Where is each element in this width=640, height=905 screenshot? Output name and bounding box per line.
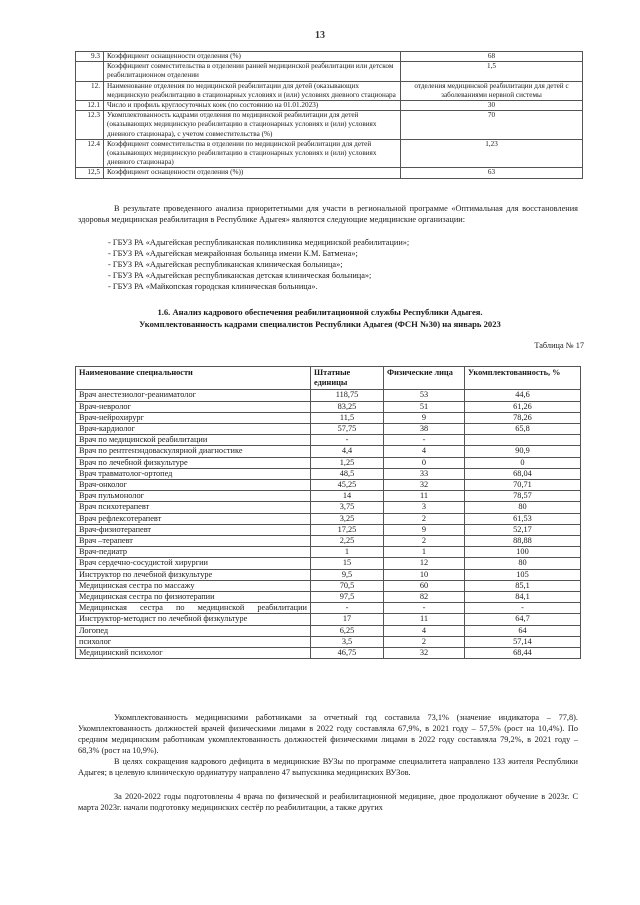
individuals-cell: 9 (384, 412, 465, 423)
individuals-cell: 2 (384, 536, 465, 547)
individuals-cell: 0 (384, 457, 465, 468)
row-number: 12,5 (76, 168, 104, 178)
percent-cell: 90,9 (465, 446, 581, 457)
percent-cell: 61,53 (465, 513, 581, 524)
staffing-table (75, 366, 581, 659)
individuals-cell: 32 (384, 480, 465, 491)
intro-paragraph-text: В результате проведенного анализа приоритетными для участи в региональной программе «Оптимальная для восстановления здоровья медицинская реабилитация в Республике Адыгея» являются следующие медицинские организации: (78, 204, 578, 224)
table-row (76, 536, 581, 547)
table-row (76, 81, 583, 100)
table-row (76, 401, 581, 412)
percent-cell: 85,1 (465, 580, 581, 591)
staff-units-cell: 48,5 (311, 468, 384, 479)
percent-cell: 65,8 (465, 424, 581, 435)
specialty-cell: Врач-онколог (76, 480, 311, 491)
specialty-cell: Врач-кардиолог (76, 424, 311, 435)
staff-units-cell: 6,25 (311, 625, 384, 636)
percent-cell: - (465, 603, 581, 614)
column-header-staff-units: Штатные единицы (311, 367, 384, 390)
specialty-cell: Логопед (76, 625, 311, 636)
staff-units-cell: 45,25 (311, 480, 384, 491)
specialty-cell: Медицинская сестра по физиотерапии (76, 592, 311, 603)
rehab-training-paragraph (78, 791, 578, 813)
staffing-paragraph (78, 712, 578, 756)
list-item: - ГБУЗ РА «Адыгейская республиканская поликлиника медицинской реабилитации»; (108, 238, 410, 247)
staff-units-cell: 1,25 (311, 457, 384, 468)
staff-units-cell: 17,25 (311, 524, 384, 535)
individuals-cell: 1 (384, 547, 465, 558)
specialty-cell: Врач-физиотерапевт (76, 524, 311, 535)
table-row (76, 139, 583, 168)
specialty-cell: Медицинская сестра по медицинской реабилитации (76, 603, 311, 614)
table-row (76, 52, 583, 62)
table-row (76, 101, 583, 111)
specialty-cell: Врач-невролог (76, 401, 311, 412)
staff-units-cell: 1 (311, 547, 384, 558)
table-row (76, 457, 581, 468)
individuals-cell: 2 (384, 513, 465, 524)
percent-cell: 44,6 (465, 390, 581, 401)
column-header-staffing-percent: Укомплектованность, % (465, 367, 581, 390)
specialty-cell: Врач –терапевт (76, 536, 311, 547)
specialty-cell: Медицинский психолог (76, 648, 311, 659)
table-row (76, 424, 581, 435)
rehab-department-table (75, 51, 583, 179)
specialty-cell: Врач травматолог-ортопед (76, 468, 311, 479)
staff-units-cell: 2,25 (311, 536, 384, 547)
specialty-cell: Врач-педиатр (76, 547, 311, 558)
percent-cell: 70,71 (465, 480, 581, 491)
percent-cell: 0 (465, 457, 581, 468)
section-heading (0, 306, 640, 330)
percent-cell: 78,57 (465, 491, 581, 502)
row-description: Коэффициент совместительства в отделении ранней медицинской реабилитации или детском реабилитационном отделении (104, 62, 401, 81)
table-row (76, 580, 581, 591)
percent-cell: 84,1 (465, 592, 581, 603)
specialty-cell: Медицинская сестра по массажу (76, 580, 311, 591)
training-paragraph (78, 756, 578, 778)
row-value: 1,5 (401, 62, 583, 81)
staff-units-cell: 17 (311, 614, 384, 625)
staff-units-cell: 11,5 (311, 412, 384, 423)
percent-cell: 57,14 (465, 636, 581, 647)
row-number: 12.4 (76, 139, 104, 168)
individuals-cell: 11 (384, 491, 465, 502)
individuals-cell: 33 (384, 468, 465, 479)
table-row (76, 390, 581, 401)
specialty-cell: Врач психотерапевт (76, 502, 311, 513)
individuals-cell: 4 (384, 625, 465, 636)
row-number (76, 62, 104, 81)
individuals-cell: 3 (384, 502, 465, 513)
staff-units-cell: 118,75 (311, 390, 384, 401)
individuals-cell: 38 (384, 424, 465, 435)
table-row (76, 524, 581, 535)
table-row (76, 62, 583, 81)
list-item: - ГБУЗ РА «Майкопская городская клиническая больница». (108, 282, 318, 291)
row-value: 1,23 (401, 139, 583, 168)
individuals-cell: - (384, 603, 465, 614)
staff-units-cell: 15 (311, 558, 384, 569)
staff-units-cell: 3,5 (311, 636, 384, 647)
percent-cell: 64 (465, 625, 581, 636)
row-number: 12.1 (76, 101, 104, 111)
table-row (76, 569, 581, 580)
table-row (76, 491, 581, 502)
specialty-cell: Врач-нейрохирург (76, 412, 311, 423)
rehab-training-paragraph-text: За 2020-2022 годы подготовлены 4 врача по физической и реабилитационной медицине, двое продолжают обучение в 2023г. С марта 2023г. начали подготовку медицинских сестёр по реабилитации, а также других (78, 792, 578, 812)
page-number: 13 (315, 30, 325, 41)
table-row (76, 513, 581, 524)
row-description: Укомплектованность кадрами отделения по медицинской реабилитации для детей (оказывающих медицинскую реабилитацию в стационарных условиях и (или) условиях дневного стационара), с учетом совместительства (%) (104, 111, 401, 140)
table-row (76, 502, 581, 513)
section-heading-line2: Укомплектованность кадрами специалистов Республики Адыгея (ФСН №30) на январь 2023 (139, 319, 501, 329)
staff-units-cell: 9,5 (311, 569, 384, 580)
staff-units-cell: 46,75 (311, 648, 384, 659)
specialty-cell: Врач рефлексотерапевт (76, 513, 311, 524)
row-description: Коэффициент оснащенности отделения (%) (104, 52, 401, 62)
percent-cell: 80 (465, 558, 581, 569)
specialty-cell: Врач по медицинской реабилитации (76, 435, 311, 446)
staff-units-cell: 3,75 (311, 502, 384, 513)
percent-cell: 61,26 (465, 401, 581, 412)
percent-cell: 64,7 (465, 614, 581, 625)
staff-units-cell: 83,25 (311, 401, 384, 412)
individuals-cell: 51 (384, 401, 465, 412)
specialty-cell: Инструктор по лечебной физкультуре (76, 569, 311, 580)
training-paragraph-text: В целях сокращения кадрового дефицита в медицинские ВУЗы по программе специалитета направлено 133 жителя Республики Адыгея; в целевую клиническую ординатуру направлено 47 выпускника медицинских ВУЗов. (78, 757, 578, 777)
individuals-cell: 2 (384, 636, 465, 647)
organizations-list (108, 237, 578, 292)
percent-cell: 78,26 (465, 412, 581, 423)
table-row (76, 480, 581, 491)
table-row (76, 603, 581, 614)
specialty-cell: Инструктор-методист по лечебной физкультуре (76, 614, 311, 625)
row-description: Коэффициент оснащенности отделения (%)) (104, 168, 401, 178)
table-row (76, 636, 581, 647)
percent-cell (465, 435, 581, 446)
staff-units-cell: - (311, 603, 384, 614)
specialty-cell: Врач анестезиолог-реаниматолог (76, 390, 311, 401)
section-heading-line1: 1.6. Анализ кадрового обеспечения реабилитационной службы Республики Адыгея. (157, 307, 483, 317)
percent-cell: 68,44 (465, 648, 581, 659)
percent-cell: 105 (465, 569, 581, 580)
individuals-cell: 4 (384, 446, 465, 457)
row-value: 30 (401, 101, 583, 111)
specialty-cell: Врач по рентгенэндоваскулярной диагностике (76, 446, 311, 457)
individuals-cell: 82 (384, 592, 465, 603)
specialty-cell: Врач по лечебной физкультуре (76, 457, 311, 468)
row-value: 68 (401, 52, 583, 62)
table-row (76, 468, 581, 479)
table-row (76, 446, 581, 457)
row-description: Коэффициент совместительства в отделении по медицинской реабилитации для детей (оказывающих медицинскую реабилитацию в стационарных условиях и (или) условиях дневного стационара) (104, 139, 401, 168)
table-row (76, 412, 581, 423)
column-header-specialty: Наименование специальности (76, 367, 311, 390)
row-description: Число и профиль круглосуточных коек (по состоянию на 01.01.2023) (104, 101, 401, 111)
table-row (76, 168, 583, 178)
percent-cell: 100 (465, 547, 581, 558)
table-row (76, 625, 581, 636)
staff-units-cell: 3,25 (311, 513, 384, 524)
row-description: Наименование отделения по медицинской реабилитации для детей (оказывающих медицинскую реабилитацию в стационарных условиях и (или) условиях дневного стационара (104, 81, 401, 100)
specialty-cell: Врач пульмонолог (76, 491, 311, 502)
table-row (76, 547, 581, 558)
staff-units-cell: 57,75 (311, 424, 384, 435)
individuals-cell: 60 (384, 580, 465, 591)
table-row (76, 435, 581, 446)
table-row (76, 558, 581, 569)
individuals-cell: 9 (384, 524, 465, 535)
percent-cell: 80 (465, 502, 581, 513)
row-number: 12. (76, 81, 104, 100)
individuals-cell: 11 (384, 614, 465, 625)
percent-cell: 68,04 (465, 468, 581, 479)
individuals-cell: 12 (384, 558, 465, 569)
list-item: - ГБУЗ РА «Адыгейская республиканская детская клиническая больница»; (108, 271, 372, 280)
row-number: 12.3 (76, 111, 104, 140)
individuals-cell: 32 (384, 648, 465, 659)
table-row (76, 614, 581, 625)
table-caption: Таблица № 17 (534, 341, 584, 350)
row-value: 63 (401, 168, 583, 178)
individuals-cell: 10 (384, 569, 465, 580)
table-header-row (76, 367, 581, 390)
column-header-individuals: Физические лица (384, 367, 465, 390)
staff-units-cell: 97,5 (311, 592, 384, 603)
individuals-cell: 53 (384, 390, 465, 401)
staff-units-cell: - (311, 435, 384, 446)
row-value: отделения медицинской реабилитации для детей с заболеваниями нервной системы (401, 81, 583, 100)
row-value: 70 (401, 111, 583, 140)
staff-units-cell: 14 (311, 491, 384, 502)
staff-units-cell: 70,5 (311, 580, 384, 591)
intro-paragraph (78, 203, 578, 225)
staffing-paragraph-text: Укомплектованность медицинскими работниками за отчетный год составила 73,1% (значение индикатора – 77,8). Укомплектованность должностей врачей физическими лицами в 2022 году составляла 67,9%, в 2021 году – 57,5% (рост на 10,4%). По средним медицинским работникам укомплектованность должностей физическими лицами в 2022 году составляла 79,2%, в 2021 году – 68,3% (рост на 10,9%). (78, 713, 578, 755)
table-row (76, 111, 583, 140)
table-row (76, 592, 581, 603)
table-row (76, 648, 581, 659)
staff-units-cell: 4,4 (311, 446, 384, 457)
row-number: 9.3 (76, 52, 104, 62)
specialty-cell: психолог (76, 636, 311, 647)
percent-cell: 52,17 (465, 524, 581, 535)
list-item: - ГБУЗ РА «Адыгейская межрайонная больница имени К.М. Батмена»; (108, 249, 358, 258)
individuals-cell: - (384, 435, 465, 446)
list-item: - ГБУЗ РА «Адыгейская республиканская клиническая больница»; (108, 260, 343, 269)
specialty-cell: Врач сердечно-сосудистой хирургии (76, 558, 311, 569)
percent-cell: 88,88 (465, 536, 581, 547)
